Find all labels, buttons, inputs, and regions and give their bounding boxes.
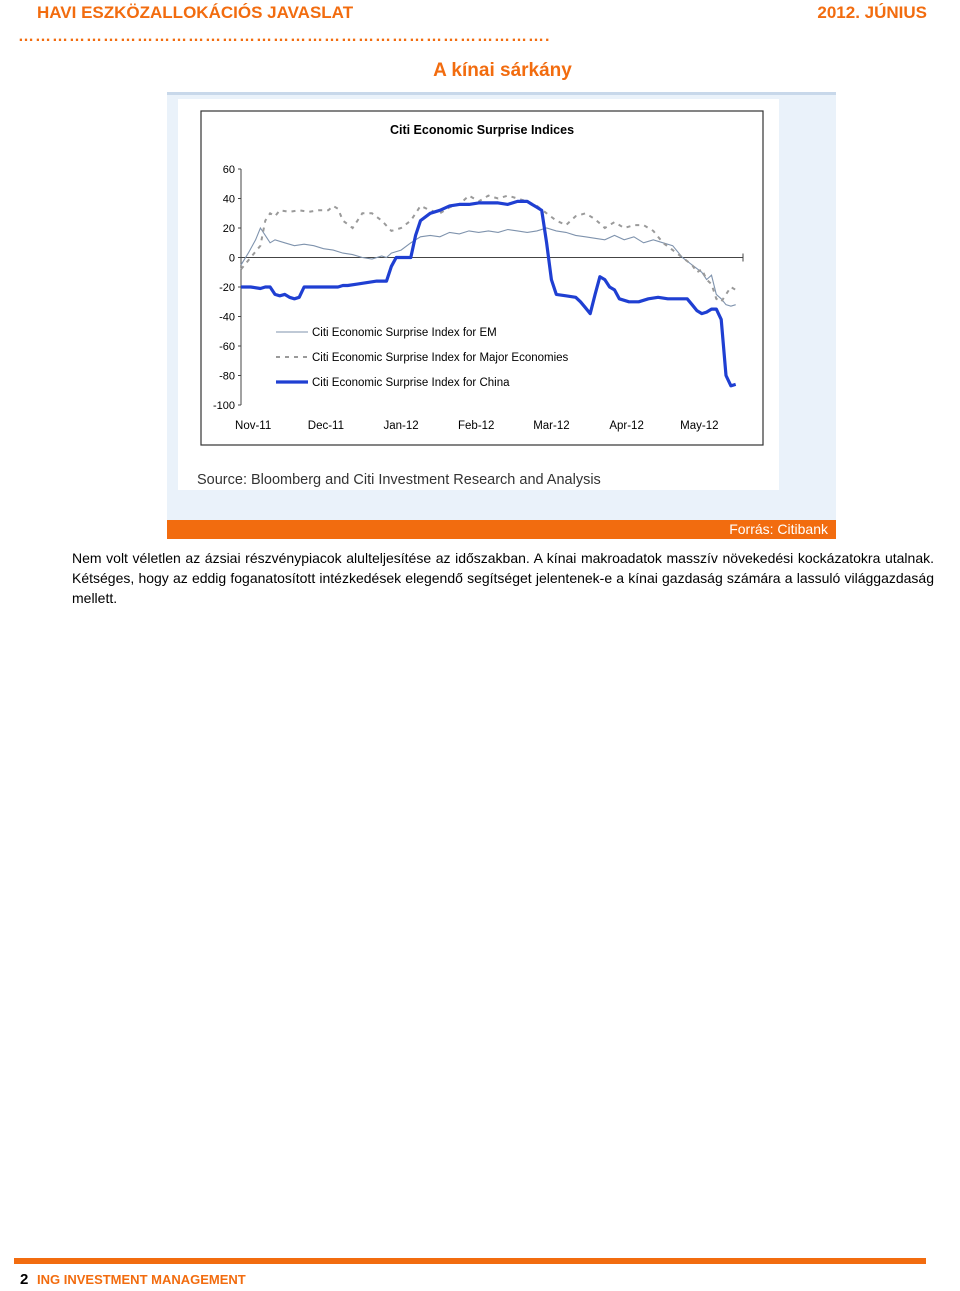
source-caption: Forrás: Citibank (729, 521, 828, 537)
legend-label: Citi Economic Surprise Index for China (312, 377, 510, 389)
section-title: A kínai sárkány (433, 60, 572, 81)
y-tick-label: -40 (219, 311, 235, 324)
chart-panel (178, 99, 779, 490)
footer-bar (14, 1258, 926, 1264)
header-dotted-rule: …………………………………………………………………………………. (18, 28, 551, 45)
report-title: HAVI ESZKÖZALLOKÁCIÓS JAVASLAT (37, 3, 354, 22)
x-tick-label: Mar-12 (533, 420, 570, 432)
y-tick-label: 20 (222, 223, 235, 235)
source-note: Source: Bloomberg and Citi Investment Research and Analysis (197, 472, 601, 488)
y-tick-label: -20 (219, 282, 235, 294)
x-tick-label: May-12 (680, 420, 719, 432)
footer-company: ING INVESTMENT MANAGEMENT (37, 1272, 246, 1287)
y-tick-label: 40 (222, 193, 235, 206)
chart-title: Citi Economic Surprise Indices (389, 123, 575, 137)
y-tick-label: -100 (212, 400, 235, 412)
body-paragraph: Nem volt véletlen az ázsiai részvénypiacok alulteljesítése az időszakban. A kínai makroadatok masszív növekedési kockázatokra utalnak. Kétséges, hogy az eddig foganatosított intézkedések elegendő segítséget jelentenek-e a kínai gazdaság számára a lassuló világgazdaság mellett. (72, 550, 934, 606)
y-tick-label: -80 (219, 370, 235, 383)
y-tick-label: 0 (228, 252, 235, 265)
figure-source-bar (167, 520, 836, 539)
x-tick-label: Jan-12 (383, 420, 419, 432)
x-tick-label: Dec-11 (307, 420, 344, 432)
y-tick-label: 60 (222, 164, 235, 176)
legend-label: Citi Economic Surprise Index for EM (312, 327, 497, 339)
legend-label: Citi Economic Surprise Index for Major Economies (312, 352, 569, 364)
x-tick-label: Apr-12 (609, 420, 644, 432)
report-date: 2012. JÚNIUS (817, 3, 927, 22)
x-tick-label: Feb-12 (458, 420, 495, 432)
economic-surprise-chart (178, 99, 779, 490)
page-number: 2 (20, 1271, 29, 1288)
y-tick-label: -60 (219, 341, 235, 353)
x-tick-label: Nov-11 (235, 420, 272, 432)
plot-border (201, 111, 763, 445)
